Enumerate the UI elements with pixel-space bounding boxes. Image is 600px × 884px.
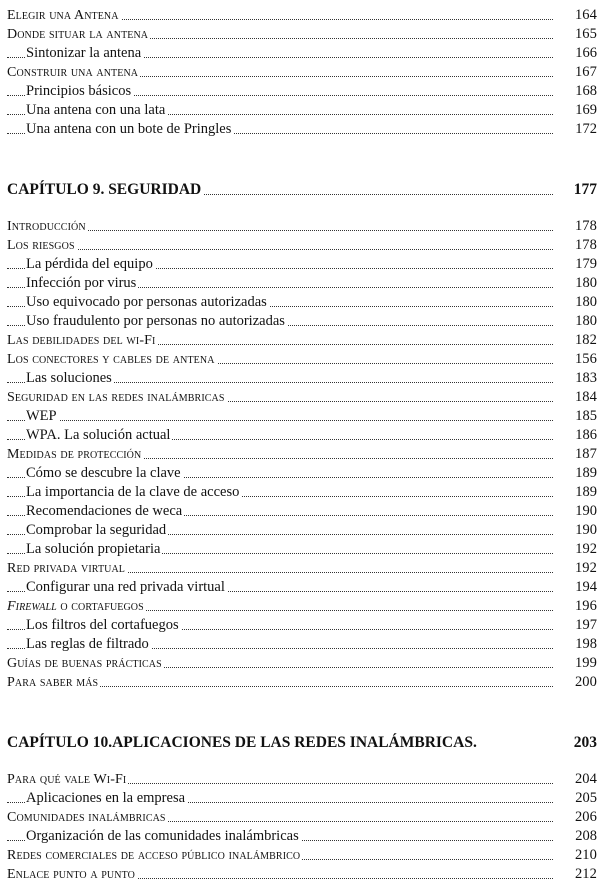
toc-entry-title-italic: Firewall bbox=[7, 599, 57, 614]
toc-entry[interactable] bbox=[7, 293, 597, 312]
toc-entry-page: 169 bbox=[561, 101, 597, 120]
toc-entry[interactable] bbox=[7, 597, 597, 616]
toc-entry-page: 168 bbox=[561, 82, 597, 101]
toc-entry-title: Elegir una Antena bbox=[7, 8, 119, 23]
toc-entry-page: 156 bbox=[561, 350, 597, 369]
toc-entry-page: 212 bbox=[561, 865, 597, 884]
toc-entry[interactable] bbox=[7, 369, 597, 388]
toc-entry[interactable] bbox=[7, 6, 597, 25]
toc-entry-title: Una antena con un bote de Pringles bbox=[26, 121, 232, 137]
toc-entry-page: 184 bbox=[561, 388, 597, 407]
chapter-9-heading[interactable] bbox=[7, 179, 597, 201]
toc-entry[interactable] bbox=[7, 483, 597, 502]
toc-entry-page: 190 bbox=[561, 502, 597, 521]
toc-entry[interactable] bbox=[7, 827, 597, 846]
toc-entry-title: La pérdida del equipo bbox=[26, 256, 153, 272]
toc-entry[interactable] bbox=[7, 101, 597, 120]
toc-entry-title: Guías de buenas prácticas bbox=[7, 656, 162, 671]
toc-entry-page: 199 bbox=[561, 654, 597, 673]
toc-entry-page: 192 bbox=[561, 540, 597, 559]
toc-entry[interactable] bbox=[7, 426, 597, 445]
toc-entry-page: 210 bbox=[561, 846, 597, 865]
leader-dots bbox=[7, 249, 553, 250]
toc-entry-page: 178 bbox=[561, 217, 597, 236]
toc-entry-title: Cómo se descubre la clave bbox=[26, 465, 181, 481]
toc-entry-title: Organización de las comunidades inalámbricas bbox=[26, 828, 299, 844]
toc-entry-page: 179 bbox=[561, 255, 597, 274]
toc-section-c bbox=[7, 770, 597, 884]
toc-entry[interactable] bbox=[7, 673, 597, 692]
toc-entry[interactable] bbox=[7, 808, 597, 827]
toc-entry[interactable] bbox=[7, 445, 597, 464]
toc-entry[interactable] bbox=[7, 502, 597, 521]
toc-entry-page: 194 bbox=[561, 578, 597, 597]
toc-entry[interactable] bbox=[7, 120, 597, 139]
toc-entry-page: 164 bbox=[561, 6, 597, 25]
toc-entry-title: Recomendaciones de weca bbox=[26, 503, 183, 519]
toc-entry-title: Principios básicos bbox=[26, 83, 132, 99]
toc-entry-title: Los riesgos bbox=[7, 238, 75, 253]
toc-entry[interactable] bbox=[7, 331, 597, 350]
toc-entry-title-wrap bbox=[7, 599, 146, 614]
toc-entry-title: Construir una antena bbox=[7, 65, 139, 80]
toc-entry[interactable] bbox=[7, 236, 597, 255]
toc-entry-page: 166 bbox=[561, 44, 597, 63]
toc-entry-title: Redes comerciales de acceso público inalámbrico bbox=[7, 848, 301, 863]
toc-entry-title: Las debilidades del wi-Fi bbox=[7, 333, 156, 348]
leader-dots bbox=[7, 230, 553, 231]
toc-entry[interactable] bbox=[7, 82, 597, 101]
toc-entry[interactable] bbox=[7, 654, 597, 673]
toc-entry-title: o cortafuegos bbox=[56, 599, 144, 614]
toc-entry-page: 186 bbox=[561, 426, 597, 445]
toc-entry-title: Introducción bbox=[7, 219, 86, 234]
toc-entry-title: WPA. La solución actual bbox=[26, 427, 171, 443]
toc-entry-title: Comprobar la seguridad bbox=[26, 522, 167, 538]
toc-entry-title: Los conectores y cables de antena bbox=[7, 352, 215, 367]
toc-entry-title: Infección por virus bbox=[26, 275, 137, 291]
toc-entry-page: 185 bbox=[561, 407, 597, 426]
chapter-10-heading[interactable] bbox=[7, 732, 597, 754]
toc-entry-page: 178 bbox=[561, 236, 597, 255]
toc-entry[interactable] bbox=[7, 540, 597, 559]
toc-entry-page: 197 bbox=[561, 616, 597, 635]
toc-entry[interactable] bbox=[7, 770, 597, 789]
chapter-title: CAPÍTULO 10.APLICACIONES DE LAS REDES INALÁMBRICAS. bbox=[7, 734, 477, 751]
toc-entry-title: Los filtros del cortafuegos bbox=[26, 617, 179, 633]
toc-entry-title: Seguridad en las redes inalámbricas bbox=[7, 390, 225, 405]
toc-entry[interactable] bbox=[7, 25, 597, 44]
toc-entry-title: Aplicaciones en la empresa bbox=[26, 790, 186, 806]
toc-entry[interactable] bbox=[7, 865, 597, 884]
toc-entry-title: Red privada virtual bbox=[7, 561, 126, 576]
toc-entry[interactable] bbox=[7, 44, 597, 63]
leader-dots bbox=[7, 420, 553, 421]
toc-entry[interactable] bbox=[7, 521, 597, 540]
toc-entry-page: 198 bbox=[561, 635, 597, 654]
toc-entry[interactable] bbox=[7, 63, 597, 82]
toc-entry[interactable] bbox=[7, 578, 597, 597]
toc-entry-page: 180 bbox=[561, 312, 597, 331]
toc-entry-title: WEP bbox=[26, 408, 57, 424]
toc-entry-page: 190 bbox=[561, 521, 597, 540]
toc-entry-title: Las reglas de filtrado bbox=[26, 636, 149, 652]
toc-entry-page: 167 bbox=[561, 63, 597, 82]
toc-section-b bbox=[7, 217, 597, 692]
toc-entry[interactable] bbox=[7, 789, 597, 808]
toc-entry-page: 204 bbox=[561, 770, 597, 789]
toc-entry-title: Para qué vale Wi-Fi bbox=[7, 772, 127, 787]
toc-entry-page: 200 bbox=[561, 673, 597, 692]
toc-section-a bbox=[7, 6, 597, 139]
toc-entry[interactable] bbox=[7, 464, 597, 483]
chapter-title: CAPÍTULO 9. SEGURIDAD bbox=[7, 181, 202, 198]
toc-entry-page: 205 bbox=[561, 789, 597, 808]
chapter-page: 203 bbox=[561, 732, 597, 754]
toc-entry[interactable] bbox=[7, 274, 597, 293]
toc-entry-title: Uso equivocado por personas autorizadas bbox=[26, 294, 267, 310]
toc-entry-page: 208 bbox=[561, 827, 597, 846]
toc-entry-title: Donde situar la antena bbox=[7, 27, 149, 42]
toc-entry-title: La importancia de la clave de acceso bbox=[26, 484, 240, 500]
toc-entry-title: Sintonizar la antena bbox=[26, 45, 142, 61]
toc-entry[interactable] bbox=[7, 255, 597, 274]
toc-entry-page: 182 bbox=[561, 331, 597, 350]
toc-entry-page: 183 bbox=[561, 369, 597, 388]
toc-entry-page: 206 bbox=[561, 808, 597, 827]
toc-entry[interactable] bbox=[7, 635, 597, 654]
toc-entry-page: 187 bbox=[561, 445, 597, 464]
toc-entry-page: 196 bbox=[561, 597, 597, 616]
toc-entry-page: 165 bbox=[561, 25, 597, 44]
toc-entry-page: 189 bbox=[561, 464, 597, 483]
toc-entry[interactable] bbox=[7, 350, 597, 369]
table-of-contents bbox=[7, 6, 597, 884]
toc-entry-title: La solución propietaria bbox=[26, 541, 161, 557]
toc-entry-title: Las soluciones bbox=[26, 370, 112, 386]
toc-entry-title: Para saber más bbox=[7, 675, 99, 690]
toc-entry-title: Configurar una red privada virtual bbox=[26, 579, 225, 595]
toc-entry-title: Una antena con una lata bbox=[26, 102, 166, 118]
toc-entry-page: 180 bbox=[561, 293, 597, 312]
toc-entry[interactable] bbox=[7, 559, 597, 578]
toc-entry[interactable] bbox=[7, 616, 597, 635]
chapter-page: 177 bbox=[561, 179, 597, 201]
toc-entry[interactable] bbox=[7, 407, 597, 426]
toc-entry[interactable] bbox=[7, 312, 597, 331]
toc-entry-page: 189 bbox=[561, 483, 597, 502]
toc-entry-title: Uso fraudulento por personas no autorizadas bbox=[26, 313, 285, 329]
toc-entry[interactable] bbox=[7, 217, 597, 236]
toc-entry-title: Medidas de protección bbox=[7, 447, 142, 462]
toc-entry-page: 172 bbox=[561, 120, 597, 139]
toc-entry-page: 180 bbox=[561, 274, 597, 293]
toc-entry-title: Comunidades inalámbricas bbox=[7, 810, 166, 825]
toc-entry[interactable] bbox=[7, 388, 597, 407]
toc-entry-title: Enlace punto a punto bbox=[7, 867, 135, 882]
toc-entry-page: 192 bbox=[561, 559, 597, 578]
